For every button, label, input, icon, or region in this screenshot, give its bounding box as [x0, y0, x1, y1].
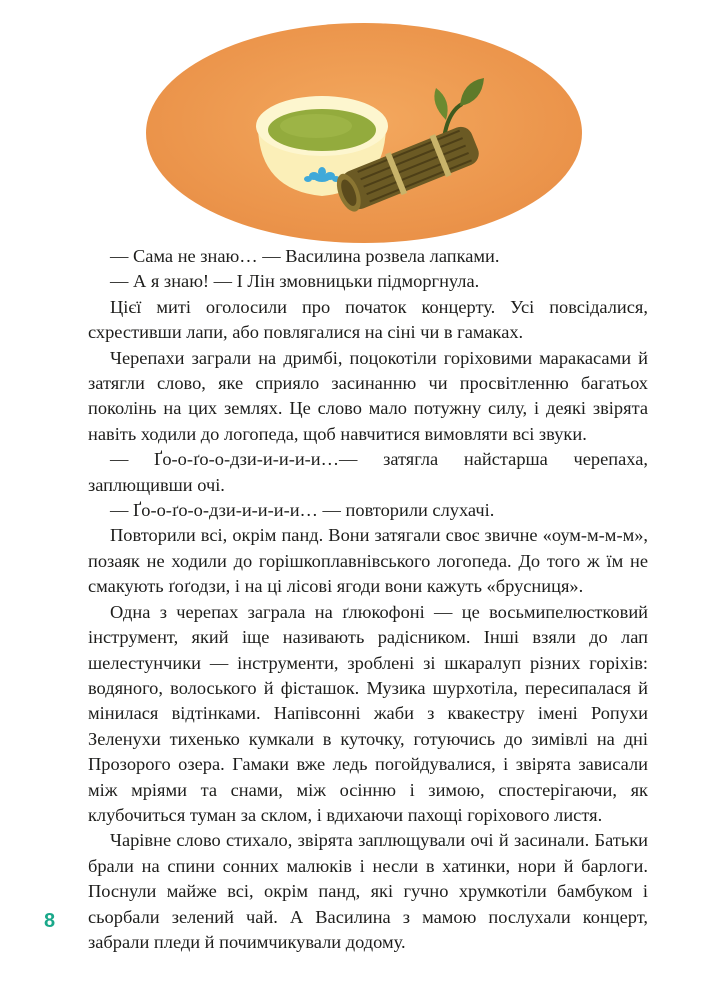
paragraph: — Ґо-о-ґо-о-дзи-и-и-и-и…— затягла найстарша черепаха, заплющивши очі. [88, 449, 648, 495]
paragraph: Повторили всі, окрім панд. Вони затягали своє звичне «оум-м-м-м», позаяк не ходили до горішкоплавнівського логопеда. До того ж їм не смакують ґоґодзи, і на ці лісові ягоди вони кажуть «брусниця». [88, 525, 648, 597]
paragraph: Цієї миті оголосили про початок концерту. Усі повсідалися, схрестивши лапи, або повлягалися на сіні чи в гамаках. [88, 296, 648, 343]
story-text [88, 244, 648, 955]
paragraph: Чарівне слово стихало, звірята заплющували очі й засинали. Батьки брали на спини сонних малюків і несли в хатинки, нори й барлоги. Поснули майже всі, окрім панд, які гучно хрумкотіли бамбуком і сьорбали зелений чай. А Василина з мамою послухали концерт, забрали пледи й почимчикували додому. [88, 830, 648, 952]
paragraph: — А я знаю! — І Лін змовницьки підморгнула. [110, 271, 480, 292]
tea-bowl-and-bamboo-illustration [0, 0, 728, 250]
paragraph: — Сама не знаю… — Василина розвела лапками. [110, 246, 500, 266]
paragraph: Одна з черепах заграла на ґлюкофоні — це восьмипелюстковий інструмент, який іще називають радісником. Інші взяли до лап шелестунчики — інструменти, зроблені зі шкаралуп різних горіхів: водяного, волоського й фісташок. Музика шурхотіла, пересипалася й мінилася відтінками. Напівсонні жаби з квакестру імені Ропухи Зеленухи тихенько кумкали в куточку, готуючись до зимівлі на дні Прозорого озера. Гамаки вже ледь погойдувалися, і звірята зависали між мріями та снами, між осінню і зимою, спостерігаючи, як клубочиться туман за склом, і вдихаючи пахощі горіхового листя. [88, 601, 648, 825]
paragraph: Черепахи заграли на дримбі, поцокотіли горіховими маракасами й затягли слово, яке сприяло засинанню чи просвітленню багатьох поколінь на цих землях. Це слово мало потужну силу, і деякі звірята навіть ходили до логопеда, щоб навчитися вимовляти всі звуки. [88, 347, 648, 444]
paragraph: — Ґо-о-ґо-о-дзи-и-и-и-и… — повторили слухачі. [110, 500, 495, 521]
illustration-svg [0, 0, 728, 250]
page-number: 8 [44, 910, 56, 932]
